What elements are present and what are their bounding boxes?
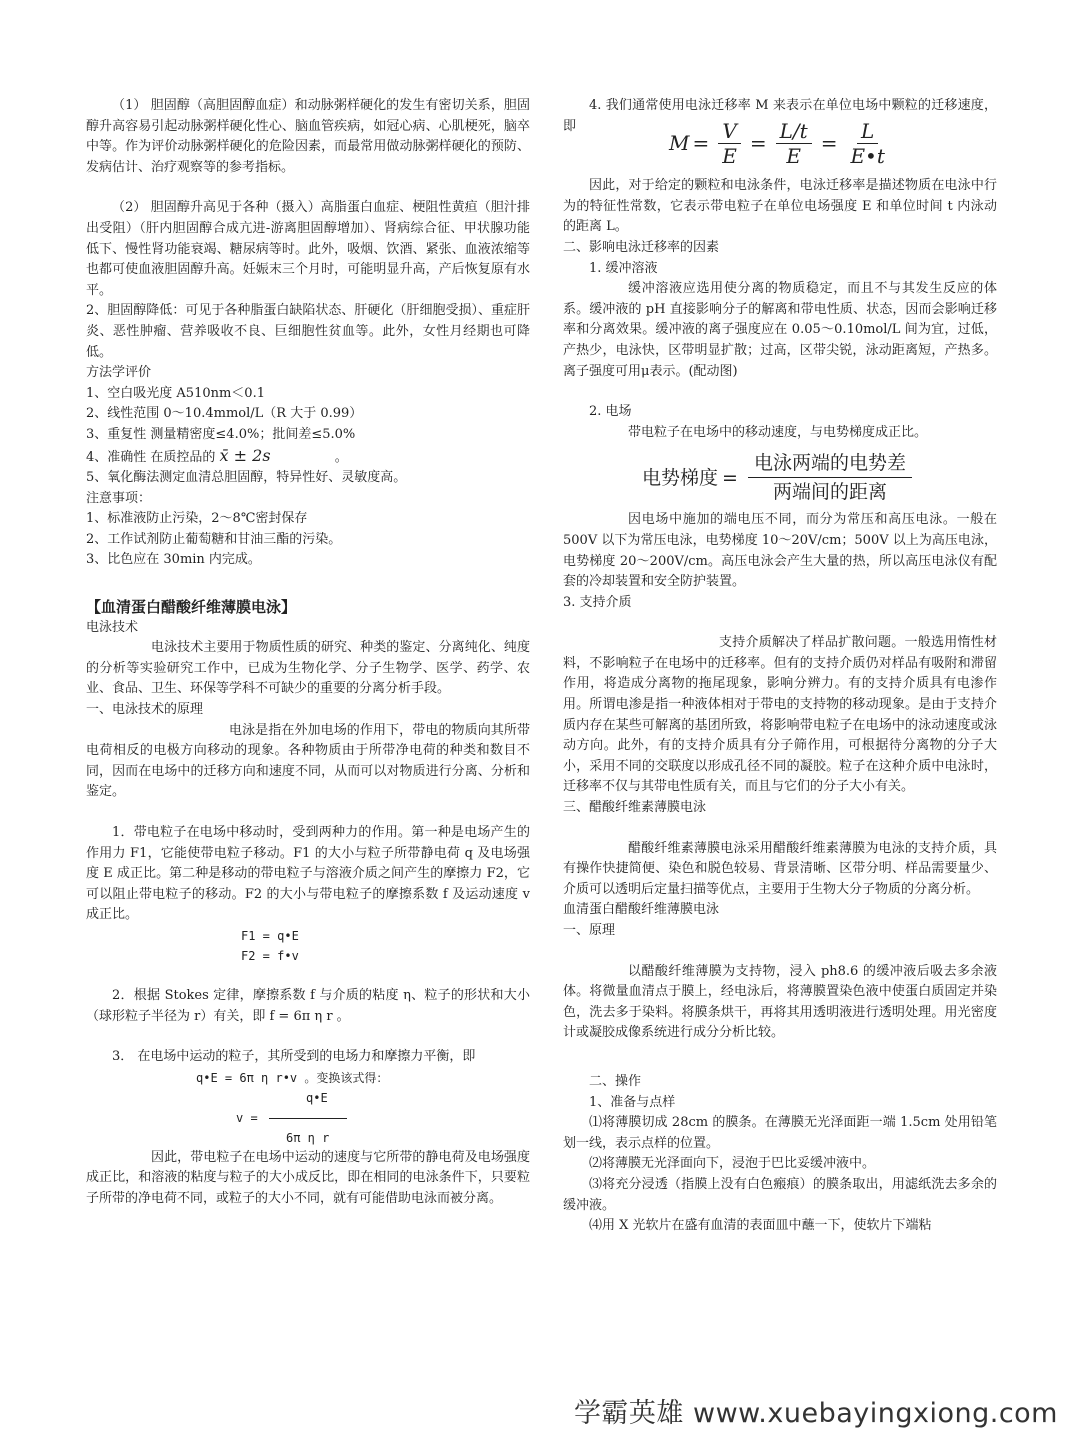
- gradient-fraction: [748, 449, 912, 506]
- site-watermark: 学霸英雄 www.xuebayingxiong.com: [573, 1398, 1058, 1429]
- mobility-formula: [563, 119, 997, 168]
- voltage-paragraph: 因电场中施加的端电压不同，而分为常压和高压电泳。一般在 500V 以下为常压电泳，电势梯度 10～20V/cm；500V 以上为高压电泳，电势梯度 20～200V/cm。高压电泳会产生大量的热，所以高压电泳仪有配套的冷却装置和安全防护装置。: [563, 512, 997, 590]
- potential-gradient-formula: [563, 449, 997, 506]
- section-title: 【血清蛋白醋酸纤维薄膜电泳】: [86, 598, 297, 617]
- method-item-5: 5、氧化酶法测定血清总胆固醇，特异性好、灵敏度高。: [86, 470, 407, 486]
- fraction-v: V: [718, 119, 740, 144]
- paragraph-cholesterol-decrease: 2、胆固醇降低：可见于各种脂蛋白缺陷状态、肝硬化（肝细胞受损）、重症肝炎、恶性肿瘤、营养吸收不良、巨细胞性贫血等。此外，女性月经期也可降低。: [86, 303, 530, 360]
- principle-heading: 一、电泳技术的原理: [86, 702, 204, 718]
- right-column: [563, 96, 997, 1237]
- gradient-denominator: 两端间的距离: [772, 481, 887, 504]
- operation-step-1-heading: 1、准备与点样: [589, 1094, 676, 1110]
- method-item-4-end: 。: [334, 449, 348, 465]
- cellulose-heading: 三、醋酸纤维素薄膜电泳: [563, 800, 707, 816]
- notes-heading: 注意事项：: [86, 490, 152, 506]
- mobility-equation: [669, 119, 895, 168]
- principle-subheading: 一、原理: [563, 923, 616, 938]
- fraction-lt: L/t: [776, 119, 812, 144]
- gradient-numerator: 电泳两端的电势差: [748, 449, 912, 478]
- support-heading: 3. 支持介质: [563, 594, 632, 610]
- paragraph-cholesterol-atherosclerosis: （1） 胆固醇（高胆固醇血症）和动脉粥样硬化的发生有密切关系，胆固醇升高容易引起动脉粥样硬化性心、脑血管疾病，如冠心病、心肌梗死，脑卒中等。作为评价动脉粥样硬化的危险因素，而最常用做动脉粥样硬化的预防、发病估计、治疗观察等的参考指标。: [86, 98, 530, 175]
- accuracy-formula: x̄ ± 2s: [219, 445, 271, 465]
- fraction-l-et: [846, 119, 888, 168]
- balance-paragraph: 3． 在电场中运动的粒子，其所受到的电场力和摩擦力平衡，即: [112, 1049, 476, 1065]
- serum-heading: 血清蛋白醋酸纤维薄膜电泳: [563, 902, 720, 918]
- stokes-paragraph: 2．根据 Stokes 定律，摩擦系数 f 与介质的粘度 η、粒子的形状和大小（球形粒子半径为 r）有关，即 f = 6π η r 。: [86, 987, 530, 1024]
- method-item-1: 1、空白吸光度 A510nm＜0.1: [86, 385, 265, 401]
- gradient-equals: =: [722, 466, 738, 489]
- support-paragraph: 支持介质解决了样品扩散问题。一般选用惰性材料，不影响粒子在电场中的迁移率。但有的支持介质仍对样品有吸附和滞留作用，将造成分离物的拖尾现象，影响分辨力。有的支持介质具有电渗作用。所谓电渗是指一种液体相对于带电的支持物的移动现象。是由于支持介质内存在某些可解离的基团所致，将影响带电粒子在电场中的泳动速度或泳动方向。此外，有的支持介质具有分子筛作用，可根据待分离物的分子大小，采用不同的交联度以形成孔径不同的凝胶。粒子在这种介质中电泳时，迁移率不仅与其带电性质有关，而且与它们的分子大小有关。: [563, 635, 997, 795]
- operation-step-1d: ⑷用 X 光软片在盛有血清的表面皿中蘸一下，使软片下端粘: [589, 1218, 932, 1234]
- fraction-v-e: [718, 119, 741, 168]
- equals-sign-2: =: [749, 131, 767, 156]
- operation-step-1a: ⑴将薄膜切成 28cm 的膜条。在薄膜无光泽面距一端 1.5cm 处用铅笔划一线，表示点样的位置。: [563, 1115, 997, 1151]
- formula-v-numerator: q•E: [306, 1090, 328, 1105]
- fraction-lt-e: [776, 119, 812, 168]
- formula-v-denominator: 6π η r: [286, 1130, 330, 1145]
- formula-balance: q•E = 6π η r•v 。变换该式得：: [196, 1070, 389, 1085]
- factors-heading: 二、影响电泳迁移率的因素: [563, 239, 720, 255]
- buffer-heading: 1. 缓冲溶液: [589, 260, 658, 276]
- note-item-2: 2、工作试剂防止葡萄糖和甘油三酯的污染。: [86, 531, 342, 547]
- operation-heading: 二、操作: [589, 1073, 642, 1089]
- mobility-symbol: M: [669, 131, 690, 156]
- note-item-3: 3、比色应在 30min 内完成。: [86, 552, 261, 568]
- left-column: [86, 96, 530, 1210]
- method-evaluation-heading: 方法学评价: [86, 365, 152, 381]
- mobility-intro-text: 4. 我们通常使用电泳迁移率 M 来表示在单位电场中颗粒的迁移速度，即: [563, 98, 997, 134]
- method-item-3: 3、重复性 测量精密度≤4.0%；批间差≤5.0%: [86, 426, 356, 442]
- formula-v-label: v =: [236, 1110, 258, 1125]
- buffer-paragraph: 缓冲溶液应选用使分离的物质稳定，而且不与其发生反应的体系。缓冲液的 pH 直接影响分子的解离和带电性质、状态，因而会影响迁移率和分离效果。缓冲液的离子强度应在 0.05～0.10mol/L 间为宜，过低，产热少，电泳快，区带明显扩散；过高，区带尖锐，泳动距离短，产热多。离子强度可用μ表示。(配动图): [563, 281, 997, 379]
- formula-f2: F2 = f•v: [241, 948, 299, 963]
- operation-step-1c: ⑶将充分浸透（指膜上没有白色瘢痕）的膜条取出，用滤纸洗去多余的缓冲液。: [563, 1176, 997, 1213]
- formula-f1: F1 = q•E: [241, 928, 299, 943]
- method-item-2: 2、线性范围 0～10.4mmol/L（R 大于 0.99）: [86, 406, 363, 422]
- cellulose-paragraph: 醋酸纤维素薄膜电泳采用醋酸纤维素薄膜为电泳的支持介质，具有操作快捷简便、染色和脱色较易、背景清晰、区带分明、样品需要量少、介质可以透明后定量扫描等优点，主要用于生物大分子物质的分离分析。: [563, 840, 997, 897]
- fraction-bar: [269, 1118, 347, 1119]
- fraction-e: E: [722, 144, 737, 169]
- field-paragraph: 带电粒子在电场中的移动速度，与电势梯度成正比。: [628, 424, 928, 440]
- method-item-4-text: 4、准确性 在质控品的: [86, 449, 216, 465]
- equals-sign-3: =: [820, 131, 838, 156]
- forces-paragraph: 1．带电粒子在电场中移动时，受到两种力的作用。第一种是电场产生的作用力 F1，它能使带电粒子移动。F1 的大小与粒子所带静电荷 q 及电场强度 E 成正比。第二种是移动的带电粒子与溶液介质之间产生的摩擦力 F2，它可以阻止带电粒子的移动。F2 的大小与带电粒子的摩擦系数 f 及运动速度 v 成正比。: [86, 825, 530, 923]
- fraction-et: E•t: [850, 144, 885, 169]
- gradient-label: 电势梯度: [642, 466, 719, 489]
- electrophoresis-tech-paragraph: 电泳技术主要用于物质性质的研究、种类的鉴定、分离纯化、纯度的分析等实验研究工作中，已成为生物化学、分子生物学、医学、药学、农业、食品、卫生、环保等学科不可缺少的重要的分离分析手段。: [86, 640, 530, 697]
- operation-step-1b: ⑵将薄膜无光泽面向下，浸泡于巴比妥缓冲液中。: [589, 1156, 876, 1172]
- mobility-explanation: 因此，对于给定的颗粒和电泳条件，电泳迁移率是描述物质在电泳中行为的特征性常数，它表示带电粒子在单位电场强度 E 和单位时间 t 内泳动的距离 L。: [563, 178, 997, 235]
- fraction-l: L: [857, 119, 878, 144]
- electrophoresis-tech-heading: 电泳技术: [86, 619, 139, 635]
- note-item-1: 1、标准液防止污染，2～8℃密封保存: [86, 511, 308, 527]
- method-item-4: [86, 446, 530, 469]
- formula-v-line: [86, 1108, 530, 1128]
- fraction-e-2: E: [786, 144, 801, 169]
- conclusion-paragraph: 因此，带电粒子在电场中运动的速度与它所带的静电荷及电场强度成正比，和溶液的粘度与粒子的大小成反比，即在相同的电泳条件下，只要粒子所带的净电荷不同，或粒子的大小不同，就有可能借助电泳而被分离。: [86, 1149, 530, 1206]
- field-heading: 2. 电场: [589, 404, 632, 420]
- principle-subparagraph: 以醋酸纤维薄膜为支持物，浸入 ph8.6 的缓冲液后吸去多余液体。将微量血清点于膜上，经电泳后，将薄膜置染色液中使蛋白质固定并染色，洗去多于染料。将膜条烘干，再将其用透明液进行透明处理。用光密度计或凝胶成像系统进行成分分析比较。: [563, 963, 997, 1041]
- paragraph-cholesterol-increase: （2） 胆固醇升高见于各种（摄入）高脂蛋白血症、梗阻性黄疸（胆汁排出受阻）（肝内胆固醇合成亢进-游离胆固醇增加）、肾病综合征、甲状腺功能低下、慢性肾功能衰竭、糖尿病等时。此外，吸烟、饮酒、紧张、血液浓缩等也都可使血液胆固醇升高。妊娠末三个月时，可能明显升高，产后恢复原有水平。: [86, 200, 530, 298]
- principle-paragraph: 电泳是指在外加电场的作用下，带电的物质向其所带电荷相反的电极方向移动的现象。各种物质由于所带净电荷的种类和数目不同，因而在电场中的迁移方向和速度不同，从而可以对物质进行分离、分析和鉴定。: [86, 722, 530, 800]
- equals-sign-1: =: [692, 131, 710, 156]
